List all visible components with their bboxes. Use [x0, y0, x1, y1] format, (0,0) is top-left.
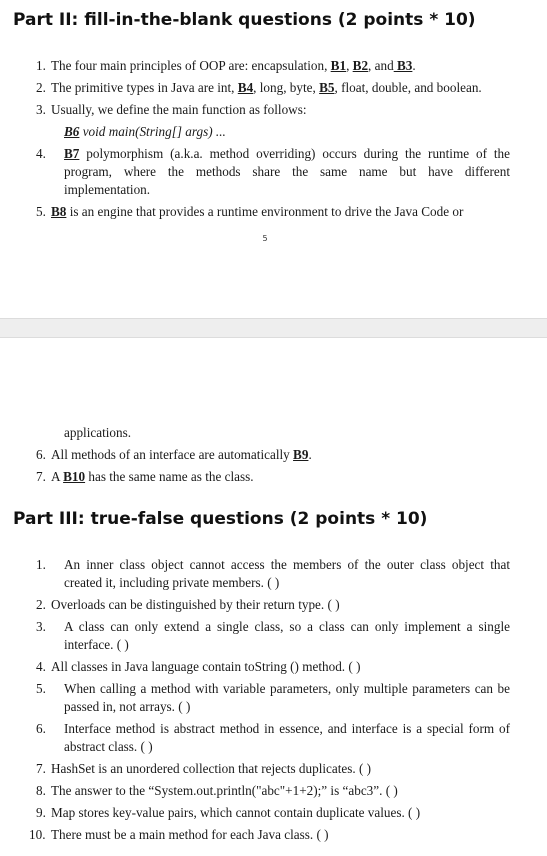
blank-b4: B4: [237, 80, 254, 95]
code-text: void main(String[] args) ...: [79, 124, 226, 139]
question-text: The four main principles of OOP are: encapsulation,: [51, 58, 331, 73]
question-item: [36, 57, 510, 75]
question-number: 10.: [29, 827, 46, 842]
page-break: [0, 318, 547, 338]
question-number: 2.: [36, 80, 46, 95]
blank-b2: B2: [352, 58, 369, 73]
part2-question-list-cont: [36, 446, 510, 486]
question-number: 1.: [36, 557, 46, 572]
question-number: 4.: [36, 146, 46, 161]
question-text: is an engine that provides a runtime environment to drive the Java Code or: [66, 204, 464, 219]
question-text: There must be a main method for each Java class. ( ): [51, 827, 329, 842]
part3-question-list: [29, 556, 510, 844]
question-item: [36, 79, 510, 97]
separator: ,: [346, 58, 353, 73]
question-text: Usually, we define the main function as follows:: [51, 102, 307, 117]
question-text: HashSet is an unordered collection that rejects duplicates. ( ): [51, 761, 372, 776]
question-text: A class can only extend a single class, so a class can only implement a single interface. ( ): [64, 619, 510, 652]
blank-b1: B1: [330, 58, 347, 73]
part3-title: Part III: true-false questions (2 points * 10): [13, 509, 428, 529]
question-item: [36, 658, 510, 676]
question-text: , long, byte,: [253, 80, 320, 95]
question-text: Map stores key-value pairs, which cannot contain duplicate values. ( ): [51, 805, 421, 820]
question-number: 6.: [36, 447, 46, 462]
blank-b8: B8: [51, 204, 67, 219]
question-item: [36, 680, 510, 716]
blank-b3: B3: [393, 58, 413, 73]
question-text: , float, double, and boolean.: [334, 80, 482, 95]
document-page-upper: [0, 0, 547, 318]
question-number: 6.: [36, 721, 46, 736]
question-text: An inner class object cannot access the members of the outer class object that created it, including private members. ( ): [64, 557, 510, 590]
question-number: 5.: [36, 681, 46, 696]
question-text: .: [308, 447, 312, 462]
question-text: polymorphism (a.k.a. method overriding) occurs during the runtime of the program, where the methods share the same name but have different implementation.: [64, 146, 510, 197]
blank-b5: B5: [319, 80, 335, 95]
question-item: [36, 782, 510, 800]
question-item: [36, 556, 510, 592]
part2-question-list: [36, 57, 510, 221]
question-continuation: applications.: [64, 425, 132, 440]
question-item: [36, 720, 510, 756]
question-text: has the same name as the class.: [85, 469, 254, 484]
question-text: The answer to the “System.out.println("abc"+1+2);” is “abc3”. ( ): [51, 783, 398, 798]
page-number: 5: [262, 234, 268, 243]
question-text: When calling a method with variable parameters, only multiple parameters can be passed in, not arrays. ( ): [64, 681, 510, 714]
question-number: 8.: [36, 783, 46, 798]
blank-b9: B9: [293, 447, 309, 462]
question-number: 1.: [36, 58, 46, 73]
blank-b6: B6: [64, 124, 80, 139]
document-page-lower: [0, 338, 547, 856]
blank-b7: B7: [64, 146, 80, 161]
code-line: [51, 123, 510, 141]
question-text: The primitive types in Java are int,: [51, 80, 238, 95]
question-item: [36, 468, 510, 486]
question-number: 7.: [36, 469, 46, 484]
question-number: 4.: [36, 659, 46, 674]
question-item: [36, 760, 510, 778]
separator: .: [412, 58, 416, 73]
question-item: [36, 145, 510, 199]
question-text: Interface method is abstract method in essence, and interface is a special form of abstract class. ( ): [64, 721, 510, 754]
question-number: 2.: [36, 597, 46, 612]
question-text: Overloads can be distinguished by their return type. ( ): [51, 597, 340, 612]
question-item: [36, 618, 510, 654]
question-item: [36, 804, 510, 822]
question-number: 3.: [36, 619, 46, 634]
question-item: [36, 101, 510, 141]
question-text: A: [51, 469, 64, 484]
question-number: 7.: [36, 761, 46, 776]
question-text: All methods of an interface are automatically: [51, 447, 294, 462]
question-item: [36, 596, 510, 614]
part2-title: Part II: fill-in-the-blank questions (2 points * 10): [13, 10, 476, 30]
question-text: All classes in Java language contain toString () method. ( ): [51, 659, 361, 674]
question-item: [36, 203, 510, 221]
question-number: 3.: [36, 102, 46, 117]
question-item: [36, 446, 510, 464]
blank-b10: B10: [63, 469, 86, 484]
question-item: [29, 826, 510, 844]
question-number: 9.: [36, 805, 46, 820]
question-number: 5.: [36, 204, 46, 219]
separator: , and: [368, 58, 394, 73]
